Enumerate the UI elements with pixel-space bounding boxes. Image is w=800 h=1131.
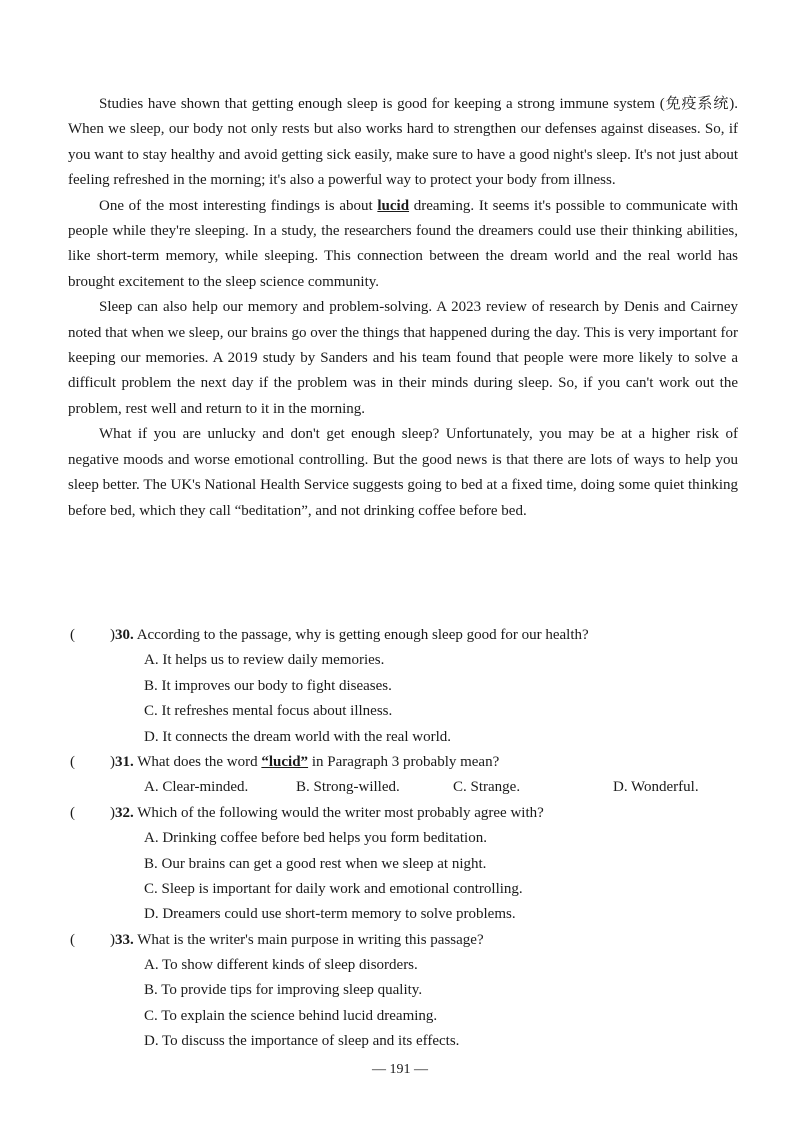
question-text: What is the writer's main purpose in writing this passage?	[137, 931, 484, 948]
reading-passage	[68, 92, 738, 524]
question-31-stem	[110, 750, 499, 775]
question-33	[68, 928, 738, 953]
paragraph-2	[68, 194, 738, 296]
option-31-d[interactable]: D. Wonderful.	[613, 779, 699, 796]
option-row-31	[68, 775, 738, 800]
question-text: Which of the following would the writer most probably agree with?	[137, 804, 544, 821]
option-32-a[interactable]: A. Drinking coffee before bed helps you form beditation.	[144, 830, 487, 847]
question-32-stem	[110, 801, 544, 826]
answer-blank-open[interactable]: (	[70, 627, 75, 643]
question-number: 31.	[115, 753, 134, 770]
paragraph-2-text-a: One of the most interesting findings is about	[99, 197, 378, 214]
question-keyword: “lucid”	[261, 753, 309, 770]
question-text-a: What does the word	[137, 753, 262, 770]
option-30-d[interactable]: D. It connects the dream world with the real world.	[144, 728, 451, 745]
keyword-lucid: lucid	[377, 197, 410, 214]
option-32-b[interactable]: B. Our brains can get a good rest when we sleep at night.	[144, 855, 487, 872]
option-33-d[interactable]: D. To discuss the importance of sleep and its effects.	[144, 1033, 460, 1050]
answer-blank-close: )	[110, 931, 115, 948]
answer-blank-close: )	[110, 753, 115, 770]
option-33-b[interactable]: B. To provide tips for improving sleep quality.	[144, 982, 423, 999]
question-number: 32.	[115, 804, 134, 821]
paragraph-2-text-b: dreaming. It seems it's possible to communicate with people while they're sleeping. In a study, the researchers found the dreamers could use their thinking abilities, like short-term memory, while sleeping. This connection between the dream world and the real world has brought excitement to the sleep science community.	[68, 197, 738, 290]
paragraph-1: Studies have shown that getting enough sleep is good for keeping a strong immune system (免疫系统). When we sleep, our body not only rests but also works hard to strengthen our defenses against diseases. So, if you want to stay healthy and avoid getting sick easily, make sure to have a good night's sleep. It's not just about feeling refreshed in the morning; it's also a powerful way to protect your body from illness.	[68, 96, 738, 189]
question-32	[68, 801, 738, 826]
answer-blank-close: )	[110, 804, 115, 821]
question-30-stem	[110, 623, 589, 648]
option-33-a[interactable]: A. To show different kinds of sleep disorders.	[144, 957, 418, 974]
option-32-c[interactable]: C. Sleep is important for daily work and emotional controlling.	[144, 880, 523, 897]
option-31-b[interactable]: B. Strong-willed.	[296, 779, 400, 796]
paragraph-3: Sleep can also help our memory and problem-solving. A 2023 review of research by Denis and Cairney noted that when we sleep, our brains go over the things that happened during the day. This is very important for keeping our memories. A 2019 study by Sanders and his team found that people were more likely to solve a difficult problem the next day if the problem was in their minds during sleep. So, if you can't work out the problem, rest well and return to it in the morning.	[68, 299, 738, 417]
answer-blank-open[interactable]: (	[70, 753, 75, 770]
option-30-b[interactable]: B. It improves our body to fight diseases.	[144, 677, 392, 694]
question-31	[68, 750, 738, 775]
question-text-b: in Paragraph 3 probably mean?	[308, 753, 500, 770]
option-32-d[interactable]: D. Dreamers could use short-term memory to solve problems.	[144, 906, 516, 923]
option-30-a[interactable]: A. It helps us to review daily memories.	[144, 652, 385, 669]
question-text: According to the passage, why is getting enough sleep good for our health?	[136, 627, 589, 643]
page-number: — 191 —	[372, 1062, 428, 1077]
answer-blank-open[interactable]: (	[70, 931, 75, 948]
option-31-a[interactable]: A. Clear-minded.	[144, 779, 249, 796]
question-33-stem	[110, 928, 484, 953]
option-30-c[interactable]: C. It refreshes mental focus about illness.	[144, 703, 393, 720]
question-list	[68, 623, 738, 1055]
option-33-c[interactable]: C. To explain the science behind lucid dreaming.	[144, 1007, 438, 1024]
answer-blank-close: )	[110, 627, 115, 643]
paragraph-4: What if you are unlucky and don't get enough sleep? Unfortunately, you may be at a higher risk of negative moods and worse emotional controlling. But the good news is that there are lots of ways to help you sleep better. The UK's National Health Service suggests going to bed at a fixed time, doing some quiet thinking before bed, which they call “beditation”, and not drinking coffee before bed.	[68, 426, 738, 519]
question-number: 30.	[115, 627, 134, 643]
question-30	[68, 623, 738, 648]
question-number: 33.	[115, 931, 134, 948]
option-31-c[interactable]: C. Strange.	[453, 779, 521, 796]
answer-blank-open[interactable]: (	[70, 804, 75, 821]
